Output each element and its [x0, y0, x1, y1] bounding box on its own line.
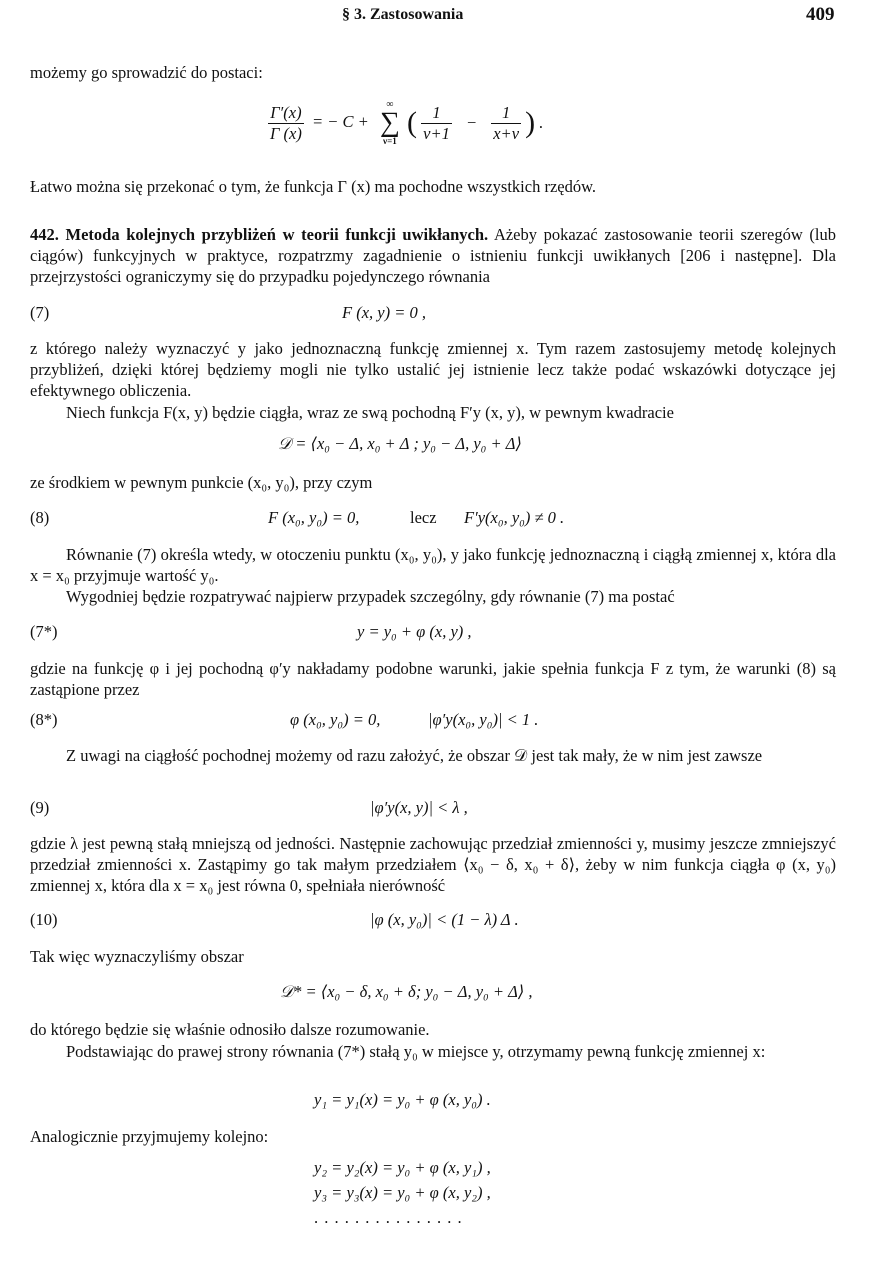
- equation-7: [0, 303, 893, 327]
- paragraph-rownanie-7: Równanie (7) określa wtedy, w otoczeniu punktu (x₀, y₀), y jako funkcję jednoznaczną i ciągłą zmiennej x, która dla x = x₀ przyjmuje wartość y₀.: [30, 545, 836, 585]
- eq-body-y2: y₂ = y₂(x) = y₀ + φ (x, y₁) ,: [314, 1158, 491, 1177]
- continuation-dots: . . . . . . . . . . . . . . .: [314, 1208, 463, 1227]
- gamma-lhs-num: Γ′(x): [268, 103, 304, 124]
- term1-fraction: [421, 103, 452, 144]
- eq-8-star-part2: |φ′y(x₀, y₀)| < 1 .: [428, 710, 539, 729]
- gamma-formula: $\frac{\Gamma'(x)}{\Gamma (x)}$ = − C + ∞ ∑ ν=1 ( $\frac{1}{\nu+1}$ − $\frac{1}{x+\nu}$ ) .: [270, 99, 544, 146]
- eq-8-part1: F (x₀, y₀) = 0,: [268, 508, 360, 527]
- paragraph-podstawiajac: Podstawiając do prawej strony równania (7*) stałą y₀ w miejsce y, otrzymamy pewną funkcję zmiennej x:: [66, 1042, 766, 1061]
- minus-sign: −: [465, 113, 478, 132]
- equation-D-star: [0, 982, 893, 1006]
- term2-num: 1: [491, 103, 521, 124]
- equation-8-star: [0, 710, 893, 734]
- running-header: [0, 6, 893, 30]
- sum-upper: ∞: [386, 99, 394, 110]
- equation-9: [0, 798, 893, 822]
- equation-y2: [0, 1158, 893, 1182]
- paragraph-analogicznie: Analogicznie przyjmujemy kolejno:: [30, 1127, 269, 1146]
- gamma-lhs-den: Γ (x): [270, 123, 302, 143]
- intro-text: możemy go sprowadzić do postaci:: [30, 63, 263, 82]
- gamma-lhs-fraction: [268, 103, 304, 144]
- paragraph-wygodniej: Wygodniej będzie rozpatrywać najpierw przypadek szczególny, gdy równanie (7) ma postać: [66, 587, 675, 606]
- term2-den: x+ν: [493, 123, 520, 143]
- equation-y3: [0, 1183, 893, 1207]
- section-442: [30, 224, 836, 287]
- sum-sign: ∞ ∑ ν=1: [377, 100, 403, 146]
- eq-body-y3: y₃ = y₃(x) = y₀ + φ (x, y₂) ,: [314, 1183, 491, 1202]
- section-title: Metoda kolejnych przybliżeń w teorii funkcji uwikłanych.: [65, 225, 489, 244]
- eq-label-7: (7): [30, 303, 50, 322]
- header-title: § 3. Zastosowania: [342, 6, 464, 23]
- gamma-equals: = − C +: [311, 111, 369, 131]
- paragraph-lambda: gdzie λ jest pewną stałą mniejszą od jedności. Następnie zachowując przedział zmienności y, musimy jeszcze zmniejszyć przedział zmienności x. Zastąpimy go tak małym przedziałem ⟨x₀ − δ, x₀ + δ⟩, żeby w nim funkcja ciągła φ (x, y₀) zmiennej x, która dla x = x₀ jest równa 0, spełniała nierówność: [30, 834, 836, 895]
- eq-body-7-star: y = y₀ + φ (x, y) ,: [357, 622, 472, 641]
- eq-body-10: |φ (x, y₀)| < (1 − λ) Δ .: [370, 910, 519, 929]
- eq-body-y1: y₁ = y₁(x) = y₀ + φ (x, y₀) .: [314, 1090, 491, 1109]
- eq-body-D: 𝒟 = ⟨x₀ − Δ, x₀ + Δ ; y₀ − Δ, y₀ + Δ⟩: [278, 434, 522, 453]
- paragraph-dalsze: do którego będzie się właśnie odnosiło dalsze rozumowanie.: [30, 1020, 430, 1039]
- eq-8-lecz: lecz: [410, 508, 437, 527]
- formula-end: .: [539, 113, 544, 132]
- eq-label-9: (9): [30, 798, 50, 817]
- eq-body-7: F (x, y) = 0 ,: [342, 303, 426, 322]
- equation-D: [0, 434, 893, 458]
- eq-label-7-star: (7*): [30, 622, 58, 641]
- paragraph-z-uwagi: Z uwagi na ciągłość pochodnej możemy od razu założyć, że obszar 𝒟 jest tak mały, że w nim jest zawsze: [66, 746, 763, 765]
- sum-lower: ν=1: [383, 136, 397, 146]
- equation-7-star: [0, 622, 893, 646]
- term1-den: ν+1: [423, 123, 450, 143]
- eq-label-8-star: (8*): [30, 710, 58, 729]
- paragraph-tak-wiec: Tak więc wyznaczyliśmy obszar: [30, 947, 244, 966]
- equation-8: [0, 508, 893, 532]
- eq-label-10: (10): [30, 910, 58, 929]
- equation-10: [0, 910, 893, 934]
- paragraph-phi: gdzie na funkcję φ i jej pochodną φ′y nakładamy podobne warunki, jakie spełnia funkcja F z tym, że warunki (8) są zastąpione przez: [30, 659, 836, 699]
- equation-y1: [0, 1090, 893, 1114]
- equation-dots: [0, 1208, 893, 1232]
- page-number: 409: [806, 4, 835, 25]
- paragraph-after-7: z którego należy wyznaczyć y jako jednoznaczną funkcję zmiennej x. Tym razem zastosujemy metodę kolejnych przybliżeń, dzięki której będziemy mogli nie tylko ustalić jej istnienie lecz także podać wskazówki dotyczące jej efektywnego obliczenia.: [30, 339, 836, 400]
- section-number: 442.: [30, 225, 59, 244]
- term2-fraction: [491, 103, 521, 144]
- gamma-note: Łatwo można się przekonać o tym, że funkcja Γ (x) ma pochodne wszystkich rzędów.: [30, 177, 597, 196]
- eq-body-9: |φ′y(x, y)| < λ ,: [370, 798, 468, 817]
- eq-8-part2: F′y(x₀, y₀) ≠ 0 .: [464, 508, 565, 527]
- eq-label-8: (8): [30, 508, 50, 527]
- eq-8-star-part1: φ (x₀, y₀) = 0,: [290, 710, 381, 729]
- paragraph-srodek: ze środkiem w pewnym punkcie (x₀, y₀), przy czym: [30, 473, 373, 492]
- section-intro: Ażeby pokazać zastosowanie teorii szeregów (lub ciągów) funkcyjnych w praktyce, rozpatrzmy zagadnienie o istnieniu funkcji uwikłanych [206 i następne]. Dla przejrzystości ograniczymy się do przypadku pojedynczego równania: [30, 225, 836, 286]
- eq-body-D-star: 𝒟* = ⟨x₀ − δ, x₀ + δ; y₀ − Δ, y₀ + Δ⟩ ,: [280, 982, 533, 1001]
- paragraph-niech: Niech funkcja F(x, y) będzie ciągła, wraz ze swą pochodną F′y (x, y), w pewnym kwadracie: [66, 403, 674, 422]
- term1-num: 1: [421, 103, 452, 124]
